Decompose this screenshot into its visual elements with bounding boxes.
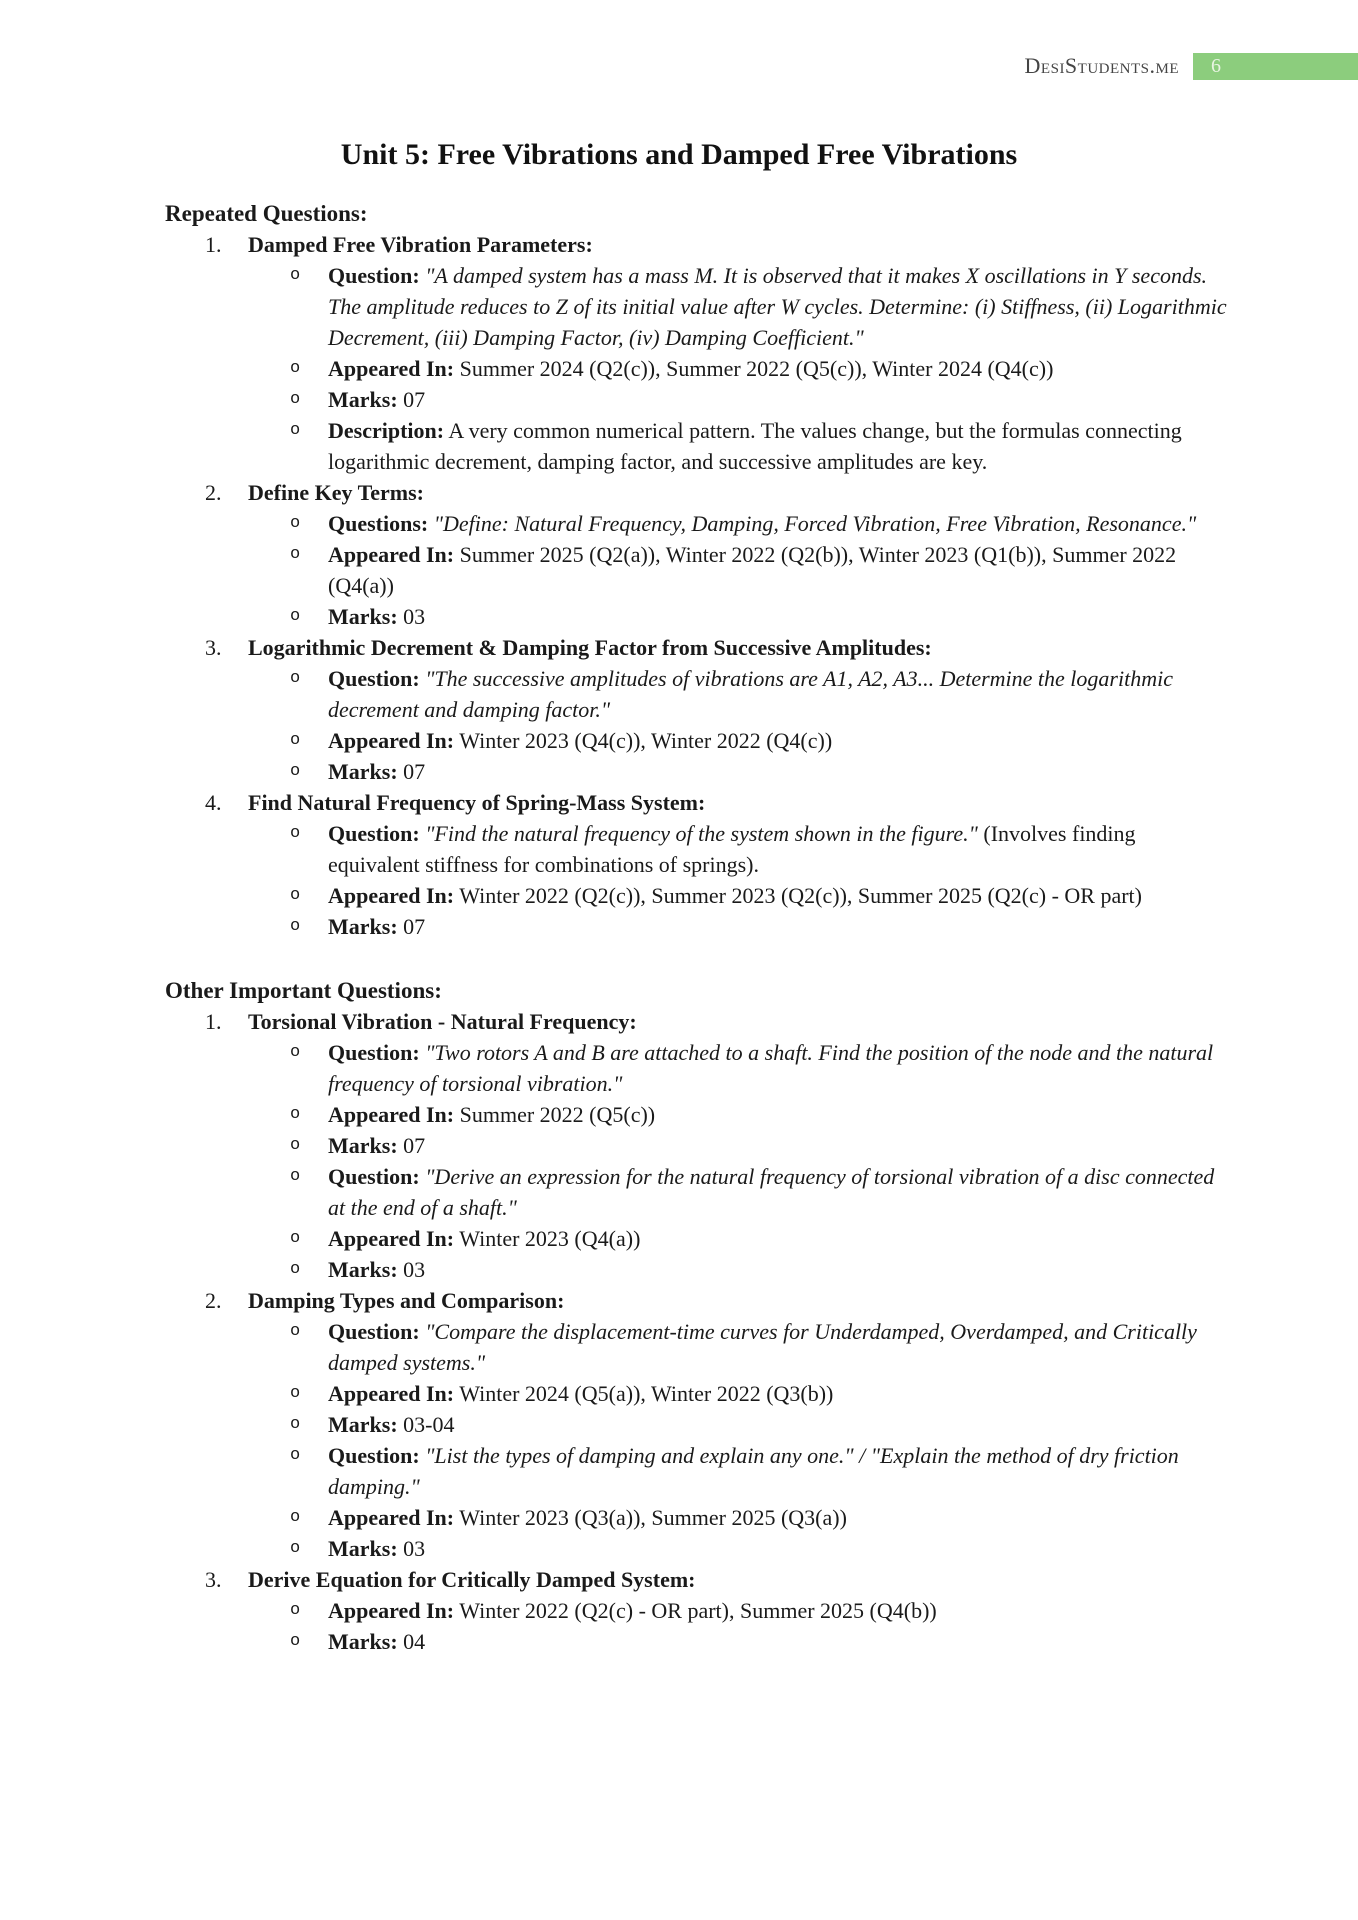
detail-label: Marks:	[328, 759, 398, 784]
detail-text	[328, 508, 1230, 539]
detail-label: Appeared In:	[328, 356, 455, 381]
detail-segment: Winter 2022 (Q2(c)), Summer 2023 (Q2(c)), Summer 2025 (Q2(c) - OR part)	[459, 883, 1142, 908]
question-topic: Logarithmic Decrement & Damping Factor from Successive Amplitudes:	[248, 635, 932, 660]
circle-bullet-icon: o	[290, 1508, 301, 1527]
question-topic: Define Key Terms:	[248, 480, 424, 505]
detail-row	[290, 508, 1230, 539]
detail-label: Appeared In:	[328, 883, 455, 908]
question-topic: Damped Free Vibration Parameters:	[248, 232, 593, 257]
circle-bullet-icon: o	[290, 762, 301, 781]
detail-label: Appeared In:	[328, 1598, 455, 1623]
detail-label: Description:	[328, 418, 445, 443]
detail-row	[290, 1099, 1230, 1130]
circle-bullet-icon: o	[290, 359, 301, 378]
list-item	[165, 229, 1230, 477]
detail-row	[290, 818, 1230, 880]
detail-segment: "List the types of damping and explain any one." / "Explain the method of dry friction damping."	[328, 1443, 1179, 1499]
detail-row	[290, 1440, 1230, 1502]
detail-label: Questions:	[328, 511, 429, 536]
circle-bullet-icon: o	[290, 421, 301, 440]
circle-bullet-icon: o	[290, 266, 301, 285]
item-body	[248, 1564, 1230, 1657]
detail-label: Marks:	[328, 1257, 398, 1282]
circle-bullet-icon: o	[290, 390, 301, 409]
circle-bullet-icon: o	[290, 1043, 301, 1062]
detail-text	[328, 260, 1230, 353]
detail-text	[328, 1099, 1230, 1130]
circle-bullet-icon: o	[290, 1384, 301, 1403]
list-item	[165, 787, 1230, 942]
circle-bullet-icon: o	[290, 1632, 301, 1651]
question-section	[165, 198, 1230, 942]
circle-bullet-icon: o	[290, 1415, 301, 1434]
site-name: DesiStudents.me	[1024, 53, 1179, 78]
detail-text	[328, 663, 1230, 725]
item-number: 2.	[205, 1288, 222, 1313]
detail-segment: Summer 2022 (Q5(c))	[459, 1102, 656, 1127]
detail-row	[290, 880, 1230, 911]
detail-segment: "A damped system has a mass M. It is observed that it makes X oscillations in Y seconds. The amplitude reduces to Z of its initial value after W cycles. Determine: (i) Stiffness, (ii) Logarithmic Decrement, (iii) Damping Factor, (iv) Damping Coefficient."	[328, 263, 1227, 350]
detail-segment: 04	[403, 1629, 426, 1654]
document-body	[165, 198, 1230, 1657]
circle-bullet-icon: o	[290, 545, 301, 564]
detail-text	[328, 1223, 1230, 1254]
detail-row	[290, 601, 1230, 632]
detail-row	[290, 663, 1230, 725]
detail-segment: 07	[403, 387, 426, 412]
detail-label: Question:	[328, 1319, 420, 1344]
detail-segment: "Find the natural frequency of the system shown in the figure."	[425, 821, 978, 846]
detail-text	[328, 880, 1230, 911]
detail-text	[328, 1378, 1230, 1409]
detail-row	[290, 1409, 1230, 1440]
detail-text	[328, 818, 1230, 880]
detail-segment: 03-04	[403, 1412, 455, 1437]
circle-bullet-icon: o	[290, 1229, 301, 1248]
detail-segment: Winter 2022 (Q2(c) - OR part), Summer 2025 (Q4(b))	[459, 1598, 937, 1623]
detail-row	[290, 1595, 1230, 1626]
item-body	[248, 787, 1230, 942]
detail-text	[328, 353, 1230, 384]
detail-segment: 03	[403, 1257, 426, 1282]
detail-row	[290, 415, 1230, 477]
detail-segment: 03	[403, 1536, 426, 1561]
circle-bullet-icon: o	[290, 1601, 301, 1620]
detail-segment: 03	[403, 604, 426, 629]
detail-text	[328, 1595, 1230, 1626]
detail-segment: Summer 2025 (Q2(a)), Winter 2022 (Q2(b)), Winter 2023 (Q1(b)), Summer 2022 (Q4(a))	[328, 542, 1177, 598]
detail-label: Question:	[328, 1164, 420, 1189]
detail-row	[290, 539, 1230, 601]
list-item	[165, 632, 1230, 787]
detail-label: Marks:	[328, 914, 398, 939]
detail-segment: 07	[403, 1133, 426, 1158]
detail-label: Appeared In:	[328, 728, 455, 753]
detail-label: Appeared In:	[328, 542, 455, 567]
detail-label: Question:	[328, 1443, 420, 1468]
detail-text	[328, 756, 1230, 787]
detail-text	[328, 1409, 1230, 1440]
list-item	[165, 477, 1230, 632]
circle-bullet-icon: o	[290, 514, 301, 533]
detail-segment: Winter 2023 (Q4(c)), Winter 2022 (Q4(c))	[459, 728, 833, 753]
item-body	[248, 229, 1230, 477]
detail-row	[290, 1161, 1230, 1223]
detail-text	[328, 1161, 1230, 1223]
detail-segment: "Define: Natural Frequency, Damping, Forced Vibration, Free Vibration, Resonance."	[433, 511, 1197, 536]
detail-segment: Winter 2023 (Q3(a)), Summer 2025 (Q3(a))	[459, 1505, 847, 1530]
question-topic: Find Natural Frequency of Spring-Mass System:	[248, 790, 706, 815]
detail-row	[290, 1037, 1230, 1099]
detail-label: Marks:	[328, 1536, 398, 1561]
detail-text	[328, 1533, 1230, 1564]
detail-segment: "Derive an expression for the natural frequency of torsional vibration of a disc connected at the end of a shaft."	[328, 1164, 1215, 1220]
circle-bullet-icon: o	[290, 1105, 301, 1124]
item-number: 3.	[205, 1567, 222, 1592]
detail-row	[290, 1223, 1230, 1254]
detail-text	[328, 1502, 1230, 1533]
detail-row	[290, 1626, 1230, 1657]
item-body	[248, 1006, 1230, 1285]
detail-text	[328, 384, 1230, 415]
item-number: 2.	[205, 480, 222, 505]
section-heading: Repeated Questions:	[165, 201, 368, 226]
detail-label: Appeared In:	[328, 1505, 455, 1530]
list-item	[165, 1564, 1230, 1657]
detail-text	[328, 415, 1230, 477]
detail-segment: 07	[403, 759, 426, 784]
detail-segment: (Involves finding equivalent stiffness for combinations of springs).	[328, 821, 1136, 877]
circle-bullet-icon: o	[290, 1167, 301, 1186]
detail-segment: Winter 2024 (Q5(a)), Winter 2022 (Q3(b))	[459, 1381, 834, 1406]
detail-text	[328, 601, 1230, 632]
detail-text	[328, 911, 1230, 942]
circle-bullet-icon: o	[290, 1446, 301, 1465]
item-body	[248, 477, 1230, 632]
detail-row	[290, 1502, 1230, 1533]
detail-row	[290, 1378, 1230, 1409]
circle-bullet-icon: o	[290, 731, 301, 750]
detail-label: Appeared In:	[328, 1226, 455, 1251]
detail-row	[290, 911, 1230, 942]
detail-text	[328, 1037, 1230, 1099]
detail-label: Marks:	[328, 1412, 398, 1437]
item-number: 1.	[205, 232, 222, 257]
detail-row	[290, 1254, 1230, 1285]
detail-row	[290, 353, 1230, 384]
detail-row	[290, 725, 1230, 756]
detail-segment: A very common numerical pattern. The values change, but the formulas connecting logarithmic decrement, damping factor, and successive amplitudes are key.	[328, 418, 1182, 474]
detail-segment: "Two rotors A and B are attached to a shaft. Find the position of the node and the natural frequency of torsional vibration."	[328, 1040, 1214, 1096]
circle-bullet-icon: o	[290, 824, 301, 843]
detail-label: Appeared In:	[328, 1102, 455, 1127]
question-topic: Torsional Vibration - Natural Frequency:	[248, 1009, 637, 1034]
detail-row	[290, 1130, 1230, 1161]
page-header	[0, 0, 1358, 80]
item-number: 1.	[205, 1009, 222, 1034]
circle-bullet-icon: o	[290, 1136, 301, 1155]
detail-label: Question:	[328, 821, 420, 846]
section-heading: Other Important Questions:	[165, 978, 442, 1003]
circle-bullet-icon: o	[290, 1539, 301, 1558]
page-title: Unit 5: Free Vibrations and Damped Free Vibrations	[340, 138, 1018, 171]
list-item	[165, 1285, 1230, 1564]
detail-label: Marks:	[328, 1629, 398, 1654]
page-number: 6	[1211, 54, 1221, 77]
detail-label: Marks:	[328, 387, 398, 412]
detail-row	[290, 1533, 1230, 1564]
item-body	[248, 1285, 1230, 1564]
detail-label: Question:	[328, 1040, 420, 1065]
detail-segment: Winter 2023 (Q4(a))	[459, 1226, 641, 1251]
item-number: 4.	[205, 790, 222, 815]
circle-bullet-icon: o	[290, 1260, 301, 1279]
circle-bullet-icon: o	[290, 886, 301, 905]
detail-text	[328, 1440, 1230, 1502]
detail-label: Marks:	[328, 1133, 398, 1158]
detail-segment: Summer 2024 (Q2(c)), Summer 2022 (Q5(c)), Winter 2024 (Q4(c))	[459, 356, 1054, 381]
item-number: 3.	[205, 635, 222, 660]
circle-bullet-icon: o	[290, 669, 301, 688]
circle-bullet-icon: o	[290, 1322, 301, 1341]
circle-bullet-icon: o	[290, 607, 301, 626]
detail-label: Marks:	[328, 604, 398, 629]
detail-row	[290, 756, 1230, 787]
question-topic: Derive Equation for Critically Damped System:	[248, 1567, 696, 1592]
detail-text	[328, 1316, 1230, 1378]
list-item	[165, 1006, 1230, 1285]
question-topic: Damping Types and Comparison:	[248, 1288, 565, 1313]
detail-label: Question:	[328, 666, 420, 691]
detail-label: Appeared In:	[328, 1381, 455, 1406]
detail-label: Question:	[328, 263, 420, 288]
detail-row	[290, 1316, 1230, 1378]
detail-text	[328, 539, 1230, 601]
circle-bullet-icon: o	[290, 917, 301, 936]
item-body	[248, 632, 1230, 787]
detail-text	[328, 725, 1230, 756]
question-section	[165, 975, 1230, 1657]
page-number-badge	[1193, 53, 1358, 80]
detail-segment: 07	[403, 914, 426, 939]
detail-text	[328, 1626, 1230, 1657]
detail-segment: "The successive amplitudes of vibrations are A1, A2, A3... Determine the logarithmic decrement and damping factor."	[328, 666, 1173, 722]
detail-text	[328, 1130, 1230, 1161]
detail-row	[290, 260, 1230, 353]
detail-row	[290, 384, 1230, 415]
detail-segment: "Compare the displacement-time curves for Underdamped, Overdamped, and Critically damped systems."	[328, 1319, 1197, 1375]
detail-text	[328, 1254, 1230, 1285]
